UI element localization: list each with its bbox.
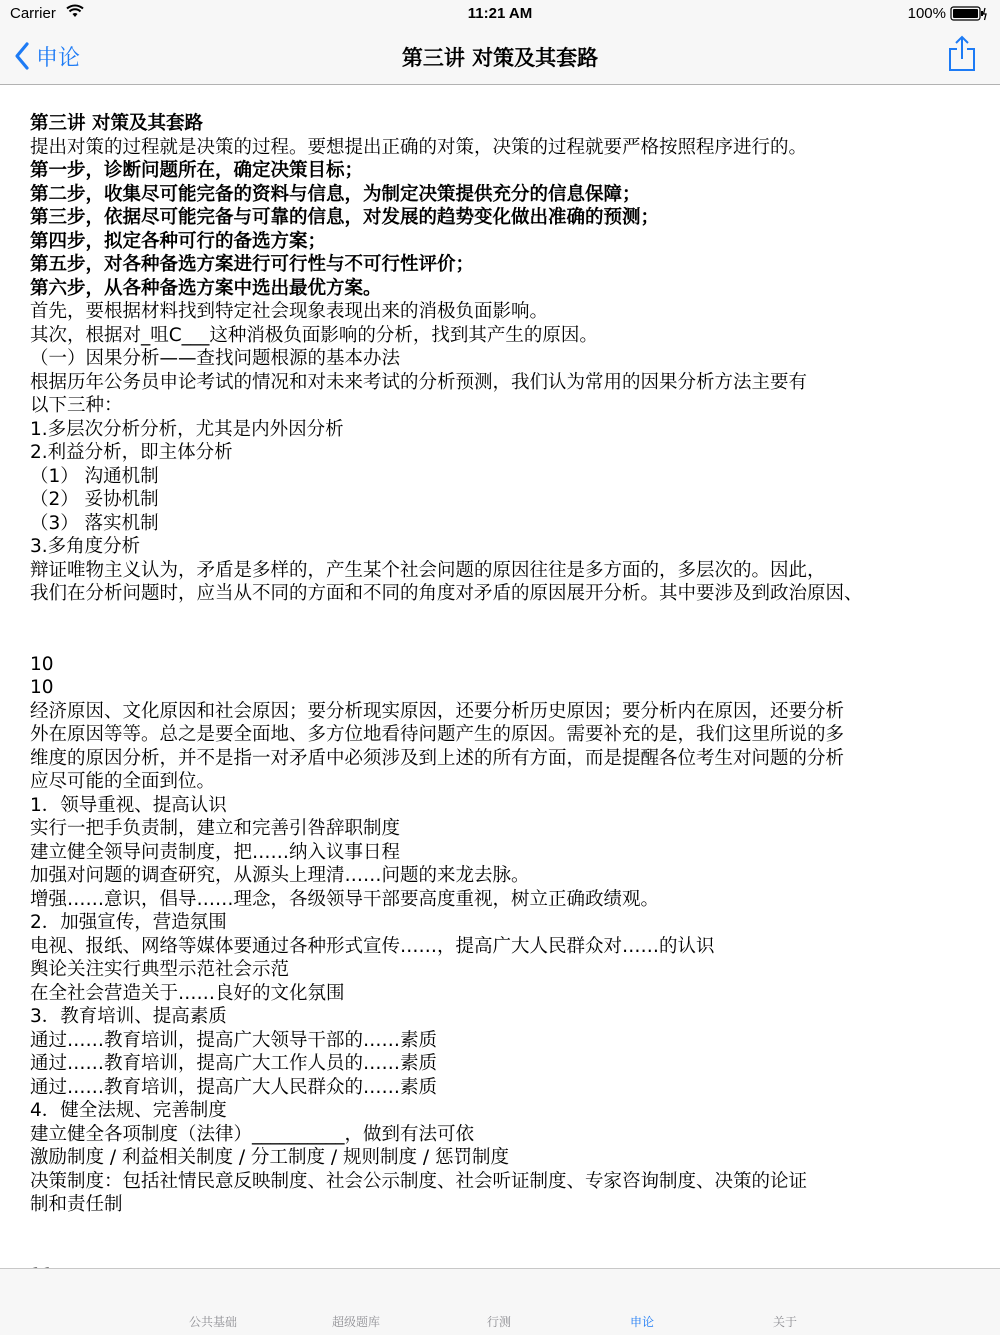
tab-shenlun[interactable]: 申论 — [629, 1315, 654, 1329]
blank-line — [30, 606, 980, 630]
document-line: 通过……教育培训，提高广大工作人员的……素质 — [30, 1053, 438, 1074]
document-line: 第三讲 对策及其套路 — [30, 113, 203, 134]
document-line: 提出对策的过程就是决策的过程。要想提出正确的对策，决策的过程就要严格按照程序进行的。 — [30, 136, 808, 158]
document-line: （3） 落实机制 — [30, 512, 159, 534]
document-line: 10 — [30, 677, 54, 698]
page-title: 第三讲 对策及其套路 — [401, 46, 599, 70]
battery-icon — [950, 6, 988, 26]
document-content — [30, 112, 980, 1262]
document-line: 制和责任制 — [30, 1194, 123, 1215]
document-line: 建立健全各项制度（法律）__________，做到有法可依 — [30, 1123, 475, 1145]
document-line: 3．教育培训、提高素质 — [30, 1006, 227, 1027]
document-line: 第二步，收集尽可能完备的资料与信息，为制定决策提供充分的信息保障； — [30, 183, 641, 205]
document-line: 第六步，从各种备选方案中选出最优方案。 — [30, 277, 382, 299]
document-line: 以下三种： — [30, 395, 123, 416]
document-line: 第三步，依据尽可能完备与可靠的信息，对发展的趋势变化做出准确的预测； — [30, 207, 660, 228]
share-button[interactable] — [948, 36, 976, 76]
document-line: 建立健全领导问责制度，把……纳入议事日程 — [30, 841, 401, 863]
carrier-label: Carrier — [10, 5, 56, 22]
document-line: 我们在分析问题时，应当从不同的方面和不同的角度对矛盾的原因展开分析。其中要涉及到政治原因、 — [30, 583, 863, 604]
document-line: （1） 沟通机制 — [30, 465, 159, 487]
document-line: 通过……教育培训，提高广大领导干部的……素质 — [30, 1029, 438, 1051]
document-line: 加强对问题的调查研究，从源头上理清……问题的来龙去脉。 — [30, 865, 530, 886]
blank-line — [30, 629, 980, 653]
document-line: 2．加强宣传，营造氛围 — [30, 912, 227, 933]
document-line: 通过……教育培训，提高广大人民群众的……素质 — [30, 1076, 438, 1098]
document-line: 3.多角度分析 — [30, 536, 141, 557]
document-line: 外在原因等等。总之是要全面地、多方位地看待问题产生的原因。需要补充的是，我们这里所说的多 — [30, 724, 845, 745]
blank-line — [30, 1240, 980, 1264]
document-line: 辩证唯物主义认为，矛盾是多样的，产生某个社会问题的原因往往是多方面的，多层次的。因此， — [30, 559, 826, 581]
document-line: 增强……意识，倡导……理念，各级领导干部要高度重视，树立正确政绩观。 — [30, 888, 660, 910]
document-line: 第一步，诊断问题所在，确定决策目标； — [30, 160, 364, 181]
document-line: 第五步，对各种备选方案进行可行性与不可行性评价； — [30, 254, 475, 275]
share-icon — [948, 36, 976, 72]
document-line: 维度的原因分析，并不是指一对矛盾中必须涉及到上述的所有方面，而是提醒各位考生对问题的分析 — [30, 747, 845, 769]
tab-question-bank[interactable]: 超级题库 — [331, 1315, 380, 1329]
document-line: （2） 妥协机制 — [30, 489, 159, 510]
document-line: 应尽可能的全面到位。 — [30, 771, 216, 792]
document-line: 第四步，拟定各种可行的备选方案； — [30, 230, 327, 252]
document-line: 实行一把手负责制，建立和完善引咎辞职制度 — [30, 818, 401, 839]
document-line: 决策制度：包括社情民意反映制度、社会公示制度、社会听证制度、专家咨询制度、决策的论证 — [30, 1170, 808, 1192]
document-line: 激励制度 / 利益相关制度 / 分工制度 / 规则制度 / 惩罚制度 — [30, 1147, 509, 1168]
blank-line — [30, 1217, 980, 1241]
status-bar — [0, 0, 1000, 28]
tab-public-basics[interactable]: 公共基础 — [188, 1315, 237, 1329]
document-line: 其次，根据对_咀C___这种消极负面影响的分析，找到其产生的原因。 — [30, 324, 598, 346]
document-line: 2.利益分析，即主体分析 — [30, 442, 233, 463]
tab-about[interactable]: 关于 — [772, 1315, 797, 1329]
document-line: 1.多层次分析分析，尤其是内外因分析 — [30, 418, 344, 440]
document-line: 在全社会营造关于……良好的文化氛围 — [30, 982, 345, 1004]
status-time: 11:21 AM — [467, 5, 533, 22]
document-line: 10 — [30, 653, 54, 675]
tab-bar — [0, 1268, 1000, 1335]
document-line: （一）因果分析——查找问题根源的基本办法 — [30, 348, 401, 369]
document-line: 1．领导重视、提高认识 — [30, 794, 227, 816]
document-line: 舆论关注实行典型示范社会示范 — [30, 959, 290, 980]
tab-xingce[interactable]: 行测 — [486, 1315, 511, 1329]
document-line: 根据历年公务员申论考试的情况和对未来考试的分析预测，我们认为常用的因果分析方法主要有 — [30, 371, 808, 393]
back-button-label: 申论 — [36, 45, 81, 71]
navigation-bar — [0, 28, 1000, 85]
document-line: 首先，要根据材料找到特定社会现象表现出来的消极负面影响。 — [30, 301, 549, 322]
document-line: 4．健全法规、完善制度 — [30, 1100, 227, 1121]
document-line: 电视、报纸、网络等媒体要通过各种形式宣传……，提高广大人民群众对……的认识 — [30, 935, 715, 957]
document-line: 经济原因、文化原因和社会原因；要分析现实原因，还要分析历史原因；要分析内在原因，还要分析 — [30, 700, 845, 722]
battery-percent: 100% — [907, 5, 946, 22]
